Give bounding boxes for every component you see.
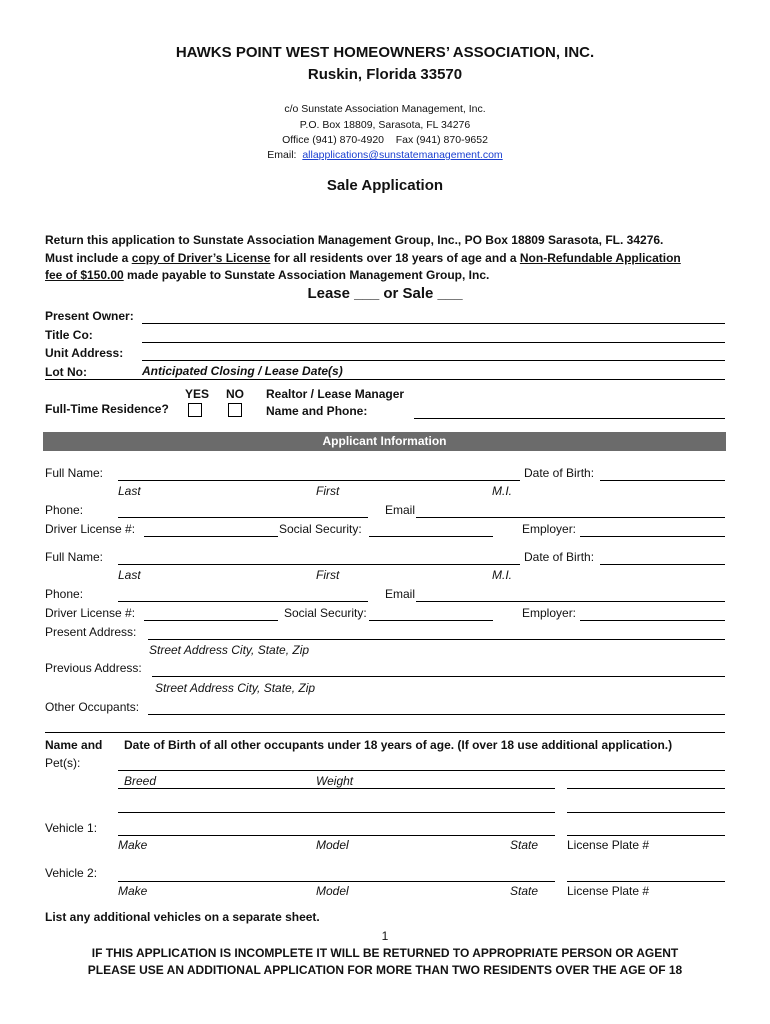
email-label: Email:	[267, 149, 297, 161]
pet-field-2b[interactable]	[567, 812, 725, 813]
vehicle-1-field[interactable]	[118, 835, 555, 836]
occupants-field[interactable]	[118, 770, 725, 771]
make-hint: Make	[118, 838, 148, 852]
name-and-label: Name and	[45, 738, 103, 752]
dl-label: Driver License #:	[45, 522, 136, 536]
present-owner-label: Present Owner:	[45, 309, 134, 323]
model-hint: Model	[316, 838, 349, 852]
unit-address-label: Unit Address:	[45, 346, 124, 360]
page-number: 1	[381, 929, 389, 943]
phone-fax-line	[0, 134, 770, 146]
lease-or-sale: Lease ___ or Sale ___	[307, 285, 463, 302]
no-label: NO	[226, 387, 244, 401]
mi-hint: M.I.	[492, 568, 512, 582]
vehicle-2-field[interactable]	[118, 881, 555, 882]
applicant2-ssn-field[interactable]	[369, 620, 493, 621]
yes-label: YES	[185, 387, 210, 401]
plate-hint: License Plate #	[567, 838, 650, 852]
other-occupants-field-2[interactable]	[45, 732, 725, 733]
office-phone: Office (941) 870-4920	[282, 134, 385, 146]
instr-fee-underlined: Non-Refundable Application	[519, 251, 681, 265]
management-co: c/o Sunstate Association Management, Inc.	[284, 103, 486, 115]
employer-label: Employer:	[522, 522, 577, 536]
last-hint: Last	[118, 484, 141, 498]
full-name-label: Full Name:	[45, 466, 104, 480]
pet-field-2[interactable]	[118, 812, 555, 813]
first-hint: First	[316, 568, 340, 582]
model-hint: Model	[316, 884, 349, 898]
dob-label: Date of Birth:	[524, 466, 595, 480]
previous-address-field[interactable]	[152, 676, 725, 677]
previous-address-label: Previous Address:	[45, 661, 142, 675]
employer-label: Employer:	[522, 606, 577, 620]
instr-dl-underlined: copy of Driver’s License	[131, 251, 271, 265]
make-hint: Make	[118, 884, 148, 898]
dl-label: Driver License #:	[45, 606, 136, 620]
last-hint: Last	[118, 568, 141, 582]
instructions-line-3	[45, 268, 489, 282]
email-field-label: Email	[385, 503, 416, 517]
pet-field-1[interactable]	[118, 788, 555, 789]
full-name-label: Full Name:	[45, 550, 104, 564]
first-hint: First	[316, 484, 340, 498]
instr-text: for all residents over 18 years of age and a	[270, 251, 520, 265]
vehicle-1-label: Vehicle 1:	[45, 821, 98, 835]
vehicle-2-label: Vehicle 2:	[45, 866, 98, 880]
applicant2-dl-field[interactable]	[144, 620, 278, 621]
pet-field-1b[interactable]	[567, 788, 725, 789]
applicant1-ssn-field[interactable]	[369, 536, 493, 537]
vehicle-1-plate-field[interactable]	[567, 835, 725, 836]
applicant1-employer-field[interactable]	[580, 536, 725, 537]
present-owner-field[interactable]	[142, 323, 725, 324]
po-box: P.O. Box 18809, Sarasota, FL 34276	[299, 119, 471, 131]
applicant1-phone-field[interactable]	[118, 517, 368, 518]
fax-number: Fax (941) 870-9652	[395, 134, 488, 146]
full-time-no-checkbox[interactable]	[228, 403, 242, 417]
applicant2-dob-field[interactable]	[600, 564, 725, 565]
applicant1-dob-field[interactable]	[600, 480, 725, 481]
dob-label: Date of Birth:	[524, 550, 595, 564]
org-name: HAWKS POINT WEST HOMEOWNERS’ ASSOCIATION, INC.	[175, 44, 595, 61]
dob-note: Date of Birth of all other occupants under 18 years of age. (If over 18 use additional application.)	[124, 738, 673, 752]
form-title: Sale Application	[326, 177, 444, 194]
instr-text: Must include a	[45, 251, 132, 265]
instructions-line-2	[45, 251, 681, 265]
full-time-yes-checkbox[interactable]	[188, 403, 202, 417]
instr-text: made payable to Sunstate Association Management Group, Inc.	[123, 268, 490, 282]
weight-hint: Weight	[316, 774, 354, 788]
mi-hint: M.I.	[492, 484, 512, 498]
breed-hint: Breed	[124, 774, 157, 788]
present-address-field[interactable]	[148, 639, 725, 640]
instructions-line-1: Return this application to Sunstate Association Management Group, Inc., PO Box 18809 Sarasota, FL. 34276.	[45, 233, 664, 247]
email-line	[0, 149, 770, 161]
applicant1-dl-field[interactable]	[144, 536, 278, 537]
pets-label: Pet(s):	[45, 756, 81, 770]
additional-vehicles-note: List any additional vehicles on a separate sheet.	[45, 910, 320, 924]
phone-label: Phone:	[45, 503, 84, 517]
applicant1-email-field[interactable]	[416, 517, 725, 518]
title-co-field[interactable]	[142, 342, 725, 343]
realtor-label-2: Name and Phone:	[266, 404, 368, 418]
vehicle-2-plate-field[interactable]	[567, 881, 725, 882]
applicant2-employer-field[interactable]	[580, 620, 725, 621]
other-occupants-field-1[interactable]	[148, 714, 725, 715]
realtor-field[interactable]	[414, 418, 725, 419]
street-hint: Street Address City, State, Zip	[149, 643, 310, 657]
unit-address-field[interactable]	[142, 360, 725, 361]
instr-fee-amount: fee of $150.00	[45, 268, 124, 282]
email-link[interactable]: allapplications@sunstatemanagement.com	[302, 149, 503, 161]
state-hint: State	[510, 884, 539, 898]
ssn-label: Social Security:	[284, 606, 367, 620]
footer-warning-1: IF THIS APPLICATION IS INCOMPLETE IT WILL BE RETURNED TO APPROPRIATE PERSON OR AGENT	[91, 946, 679, 960]
applicant1-name-field[interactable]	[118, 480, 520, 481]
title-co-label: Title Co:	[45, 328, 93, 342]
phone-label: Phone:	[45, 587, 84, 601]
email-field-label: Email	[385, 587, 416, 601]
plate-hint: License Plate #	[567, 884, 650, 898]
realtor-label-1: Realtor / Lease Manager	[266, 387, 405, 401]
full-time-label: Full-Time Residence?	[45, 402, 169, 416]
ssn-label: Social Security:	[279, 522, 362, 536]
applicant2-email-field[interactable]	[416, 601, 725, 602]
street-hint: Street Address City, State, Zip	[155, 681, 316, 695]
state-hint: State	[510, 838, 539, 852]
lot-no-label: Lot No:	[45, 365, 87, 379]
applicant2-name-field[interactable]	[118, 564, 520, 565]
closing-date-label: Anticipated Closing / Lease Date(s)	[142, 364, 343, 378]
lot-no-field[interactable]	[45, 379, 725, 380]
org-city: Ruskin, Florida 33570	[307, 66, 463, 83]
present-address-label: Present Address:	[45, 625, 137, 639]
applicant-info-header: Applicant Information	[43, 432, 726, 451]
footer-warning-2: PLEASE USE AN ADDITIONAL APPLICATION FOR MORE THAN TWO RESIDENTS OVER THE AGE OF 18	[87, 963, 683, 977]
applicant2-phone-field[interactable]	[118, 601, 368, 602]
other-occupants-label: Other Occupants:	[45, 700, 140, 714]
